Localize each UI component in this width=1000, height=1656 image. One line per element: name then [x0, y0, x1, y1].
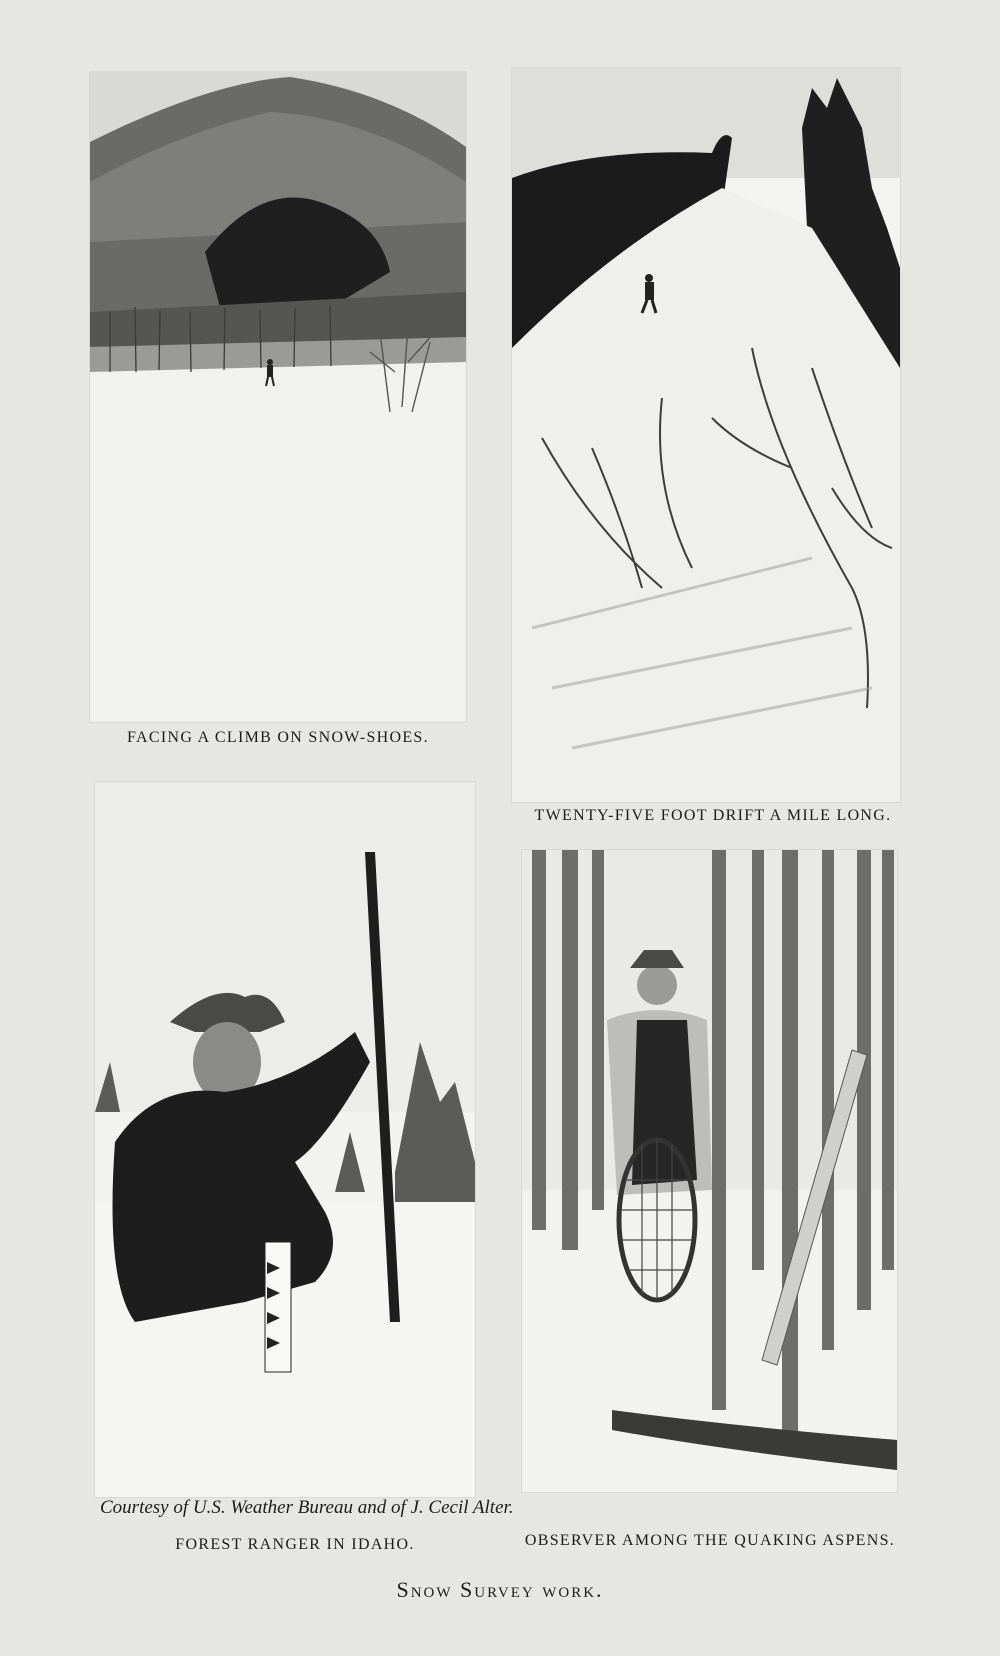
- caption-observer-aspens: OBSERVER AMONG THE QUAKING ASPENS.: [524, 1532, 896, 1549]
- mountain-slope-image: [90, 72, 466, 722]
- forest-ranger-image: [95, 782, 475, 1497]
- photo-snow-drift: [512, 68, 900, 802]
- observer-aspens-image: [522, 850, 897, 1492]
- plate-title: Snow Survey work.: [396, 1577, 604, 1602]
- caption-facing-climb: FACING A CLIMB ON SNOW-SHOES.: [127, 729, 429, 746]
- snow-drift-image: [512, 68, 900, 802]
- photo-credit: Courtesy of U.S. Weather Bureau and of J. Cecil Alter.: [100, 1497, 514, 1518]
- photo-forest-ranger: [95, 782, 475, 1497]
- photo-observer-aspens: [522, 850, 897, 1492]
- caption-forest-ranger: FOREST RANGER IN IDAHO.: [175, 1536, 415, 1553]
- photo-facing-climb: [90, 72, 466, 722]
- caption-snow-drift: TWENTY-FIVE FOOT DRIFT A MILE LONG.: [534, 807, 892, 824]
